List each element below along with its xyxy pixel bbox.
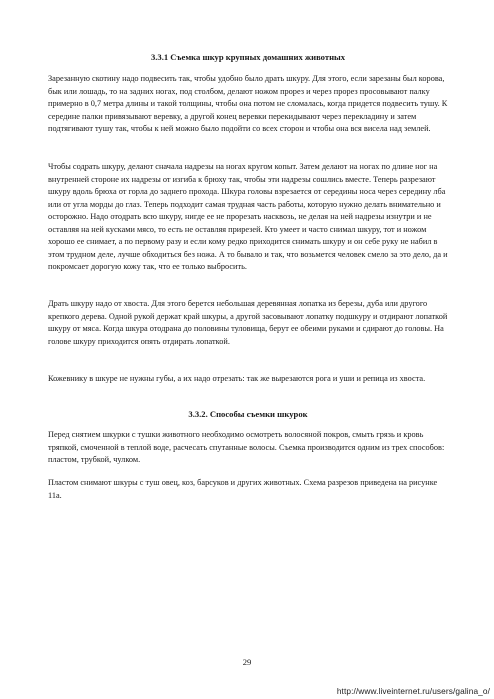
section-heading-3-3-2: 3.3.2. Способы съемки шкурок — [188, 409, 308, 419]
source-url-link[interactable]: http://www.liveinternet.ru/users/galina_o/ — [336, 686, 490, 696]
paragraph-preparation: Перед снятием шкурки с тушки животного необходимо осмотреть волосяной покров, смыть грязь и кровь тряпкой, смоченной в теплой воде, расчесать спутанные волосы. Съемка производится одним из трех способов: пластом, трубкой, чулком. — [48, 430, 445, 464]
paragraph-hanging-carcass: Зарезанную скотину надо подвесить так, чтобы удобно было драть шкуру. Для этого, если зарезаны был корова, бык или лошадь, то на задних ногах, под столбом, делают ножом прорез и через прорез просовывают палку примерно в 0,7 метра длины и такой толщины, чтобы она потом не сломалась, когда придется подвесить тушу. К середине палки привязывают веревку, а другой конец веревки перекидывают через перекладину и затем подтягивают тушу так, чтобы к ней можно было подойти со всех сторон и чтобы она вся висела над землей. — [48, 74, 448, 133]
page-number: 29 — [242, 657, 252, 667]
section-heading-3-3-1: 3.3.1 Съемка шкур крупных домашних животных — [150, 52, 346, 62]
paragraph-cutting-skin: Чтобы содрать шкуру, делают сначала надрезы на ногах кругом копыт. Затем делают на ногах по длине ног на внутренней стороне их надрезы от изгиба к брюху так, чтобы эти надрезы сошлись вместе. Теперь разрезают шкуру вдоль брюха от горла до заднего прохода. Шкура головы взрезается от середины носа через середину лба или от угла морды до глаз. Теперь подходит самая трудная часть работы, которую нужно делать внимательно и осторожно. Надо отодрать всю шкуру, нигде ее не прорезать насквозь, не делая на ней надрезы изнутри и не оставляя на ней кусками мясо, то есть не оставляя прирезей. Кто умеет и часто снимал шкуру, тот и ножом хорошо ее снимает, а по первому разу и если кому редко приходится снимать шкуру и он себе руку не набил в этом трудном деле, лучше обходиться без ножа. А то бывало и так, что возьмется человек смело за это дело, да и покромсает дорогую кожу так, что ее только выбросить. — [48, 162, 448, 271]
paragraph-trimming-lips: Кожевнику в шкуре не нужны губы, а их надо отрезать: так же вырезаются рога и уши и репица из хвоста. — [48, 374, 426, 383]
paragraph-tearing-from-tail: Драть шкуру надо от хвоста. Для этого берется небольшая деревянная лопатка из березы, дуба или другого крепкого дерева. Одной рукой держат край шкуры, а другой засовывают лопатку подшкуру и отдирают лопаткой шкуру от мяса. Когда шкура отодрана до половины туловища, берут ее обеими руками и сдирают до головы. На голове шкуру приходится опять отдирать лопаткой. — [48, 299, 448, 346]
paragraph-flat-method: Пластом снимают шкуры с туш овец, коз, барсуков и других животных. Схема разрезов приведена на рисунке 11а. — [48, 478, 438, 500]
